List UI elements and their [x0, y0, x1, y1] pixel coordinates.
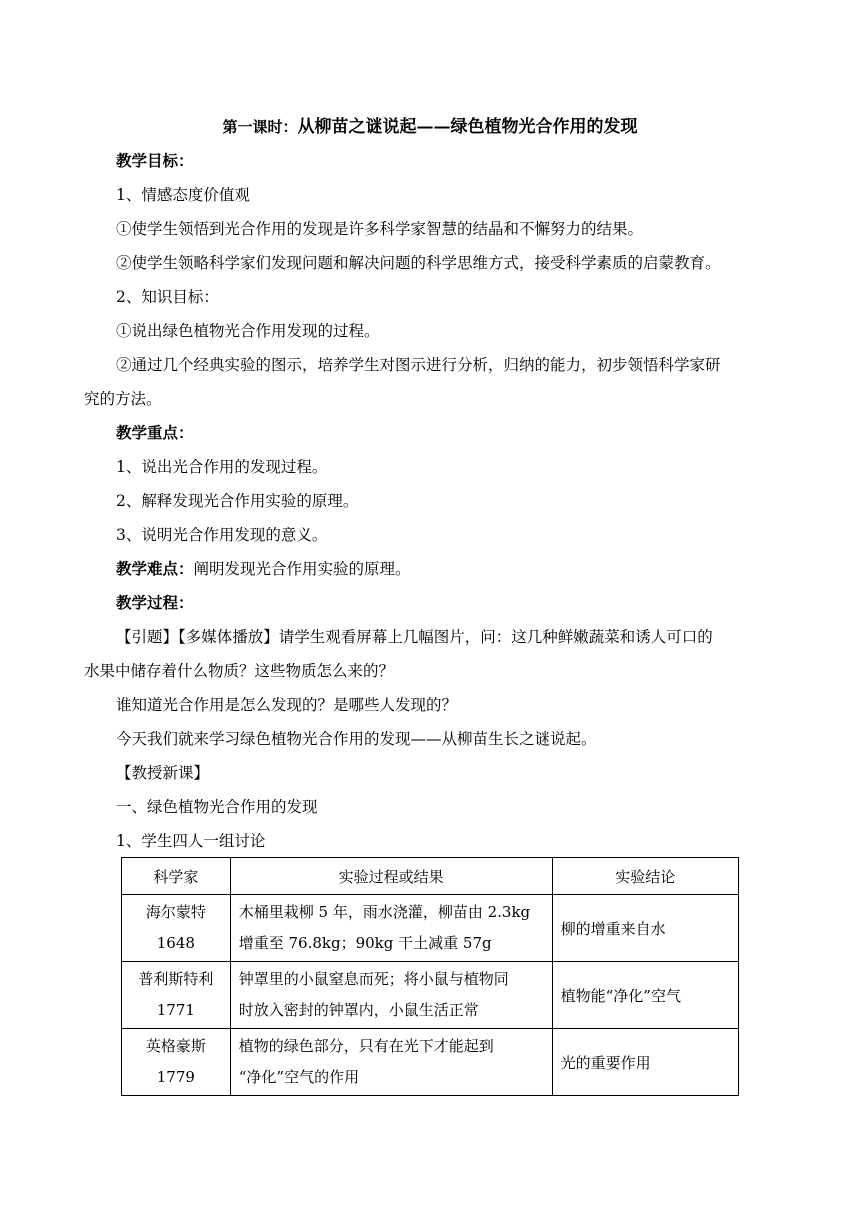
heading-key-points: 教学重点： [116, 423, 194, 442]
process-line: 时放入密封的钟罩内，小鼠生活正常 [238, 1001, 479, 1019]
key-point-item: 2、解释发现光合作用实验的原理。 [116, 492, 359, 510]
header-scientist: 科学家 [122, 858, 231, 895]
process-line: “净化”空气的作用 [238, 1068, 360, 1086]
difficulty-line [116, 557, 780, 581]
process-line: 木桶里栽柳 5 年，雨水浇灌，柳苗由 2.3kg [238, 903, 531, 921]
table-row [122, 895, 739, 962]
section-new-lesson: 【教授新课】 [116, 764, 210, 782]
process-line: 钟罩里的小鼠窒息而死；将小鼠与植物同 [238, 970, 509, 988]
header-conclusion: 实验结论 [552, 858, 738, 895]
heading-teaching-process: 教学过程： [116, 593, 194, 612]
key-point-item: 3、说明光合作用发现的意义。 [116, 526, 328, 544]
lesson-title [0, 114, 860, 140]
scientist-cell [122, 962, 231, 1029]
conclusion-cell: 柳的增重来自水 [552, 895, 738, 962]
scientist-table [121, 857, 739, 1096]
process-cell [230, 895, 552, 962]
goal-item: ②使学生领略科学家们发现问题和解决问题的科学思维方式，接受科学素质的启蒙教育。 [116, 254, 721, 272]
difficulty-label: 教学难点： [116, 559, 194, 578]
process-line: 增重至 76.8kg；90kg 干土减重 57g [238, 934, 492, 952]
goal-item: ①使学生领悟到光合作用的发现是许多科学家智慧的结晶和不懈努力的结果。 [116, 220, 644, 238]
scientist-name: 英格豪斯 [145, 1037, 206, 1055]
scientist-year: 1779 [156, 1068, 195, 1086]
scientist-name: 普利斯特利 [138, 970, 214, 988]
table-header-row [122, 858, 739, 895]
process-line: 植物的绿色部分，只有在光下才能起到 [238, 1037, 494, 1055]
header-process: 实验过程或结果 [230, 858, 552, 895]
process-paragraph: 【引题】【多媒体播放】请学生观看屏幕上几幅图片，问：这几种鲜嫩蔬菜和诱人可口的 [116, 628, 713, 646]
goal-item: ②通过几个经典实验的图示，培养学生对图示进行分析，归纳的能力，初步领悟科学家研 [116, 356, 721, 374]
lesson-title-main: 从柳苗之谜说起——绿色植物光合作用的发现 [297, 117, 638, 137]
scientist-cell [122, 1029, 231, 1096]
goal-item: 2、知识目标： [116, 288, 219, 306]
process-cell [230, 962, 552, 1029]
goal-item: ①说出绿色植物光合作用发现的过程。 [116, 322, 380, 340]
process-cell [230, 1029, 552, 1096]
scientist-cell [122, 895, 231, 962]
lesson-title-prefix: 第一课时： [222, 118, 298, 136]
goal-item: 1、情感态度价值观 [116, 186, 250, 204]
conclusion-cell: 光的重要作用 [552, 1029, 738, 1096]
section-subheading: 1、学生四人一组讨论 [116, 832, 266, 850]
table-row [122, 1029, 739, 1096]
goal-item-continuation: 究的方法。 [84, 390, 162, 408]
table-row [122, 962, 739, 1029]
conclusion-cell: 植物能“净化”空气 [552, 962, 738, 1029]
scientist-name: 海尔蒙特 [145, 903, 206, 921]
section-heading: 一、绿色植物光合作用的发现 [116, 798, 318, 816]
document-body [84, 149, 780, 863]
key-point-item: 1、说出光合作用的发现过程。 [116, 458, 328, 476]
process-paragraph-continuation: 水果中储存着什么物质？这些物质怎么来的？ [84, 662, 395, 680]
process-paragraph: 今天我们就来学习绿色植物光合作用的发现——从柳苗生长之谜说起。 [116, 730, 597, 748]
difficulty-text: 阐明发现光合作用实验的原理。 [193, 560, 411, 578]
scientist-year: 1771 [156, 1001, 195, 1019]
heading-teaching-goals: 教学目标： [116, 151, 194, 170]
process-paragraph: 谁知道光合作用是怎么发现的？是哪些人发现的？ [116, 696, 458, 714]
scientist-year: 1648 [156, 934, 195, 952]
